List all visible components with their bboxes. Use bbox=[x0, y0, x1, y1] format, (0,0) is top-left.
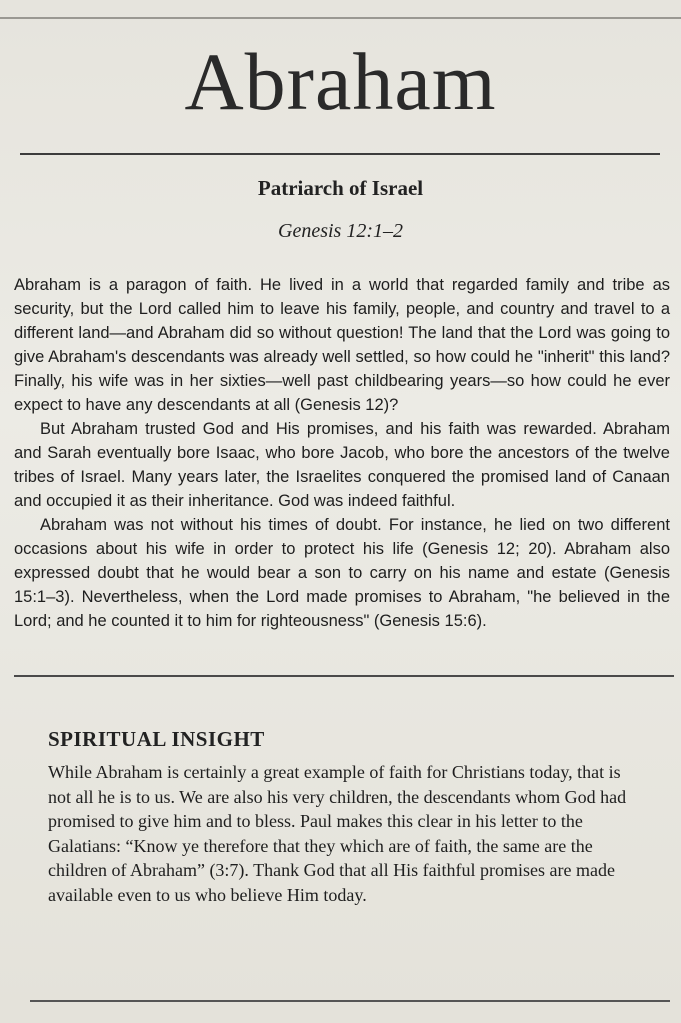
page-subtitle: Patriarch of Israel bbox=[257, 176, 424, 200]
body-paragraph-3: Abraham was not without his times of doubt. For instance, he lied on two different occasions about his wife in order to protect his life (Genesis 12; 20). Abraham also expressed doubt that he would bear a son to carry on his name and estate (Genesis 15:1–3). Nevertheless, when the Lord made promises to Abraham, "he believed in the Lord; and he counted it to him for righteousness" (Genesis 15:6). bbox=[14, 516, 670, 630]
top-divider bbox=[0, 17, 681, 19]
insight-heading: SPIRITUAL INSIGHT bbox=[48, 727, 265, 751]
insight-paragraph: While Abraham is certainly a great example of faith for Christians today, that is not all he is to us. We are also his very children, the descendants whom God had promised to give him and to bless. Paul makes this clear in his letter to the Galatians: “Know ye therefore that they which are of faith, the same are the children of Abraham” (3:7). Thank God that all His faithful promises are made available even to us who believe Him today. bbox=[48, 762, 627, 905]
bottom-divider bbox=[30, 1000, 670, 1002]
section-divider bbox=[14, 675, 674, 677]
title-divider bbox=[20, 153, 660, 155]
article-body bbox=[14, 273, 670, 633]
scripture-reference: Genesis 12:1–2 bbox=[278, 220, 403, 242]
body-paragraph-2: But Abraham trusted God and His promises, and his faith was rewarded. Abraham and Sarah eventually bore Isaac, who bore Jacob, who bore the ancestors of the twelve tribes of Israel. Many years later, the Israelites conquered the promised land of Canaan and occupied it as their inheritance. God was indeed faithful. bbox=[14, 420, 670, 510]
body-paragraph-1: Abraham is a paragon of faith. He lived in a world that regarded family and tribe as security, but the Lord called him to leave his family, people, and country and travel to a different land—and Abraham did so without question! The land that the Lord was going to give Abraham's descendants was already well settled, so how could he "inherit" this land? Finally, his wife was in her sixties—well past childbearing years—so how could he ever expect to have any descendants at all (Genesis 12)? bbox=[14, 276, 670, 414]
page-title: Abraham bbox=[184, 36, 497, 127]
insight-body bbox=[48, 760, 648, 908]
